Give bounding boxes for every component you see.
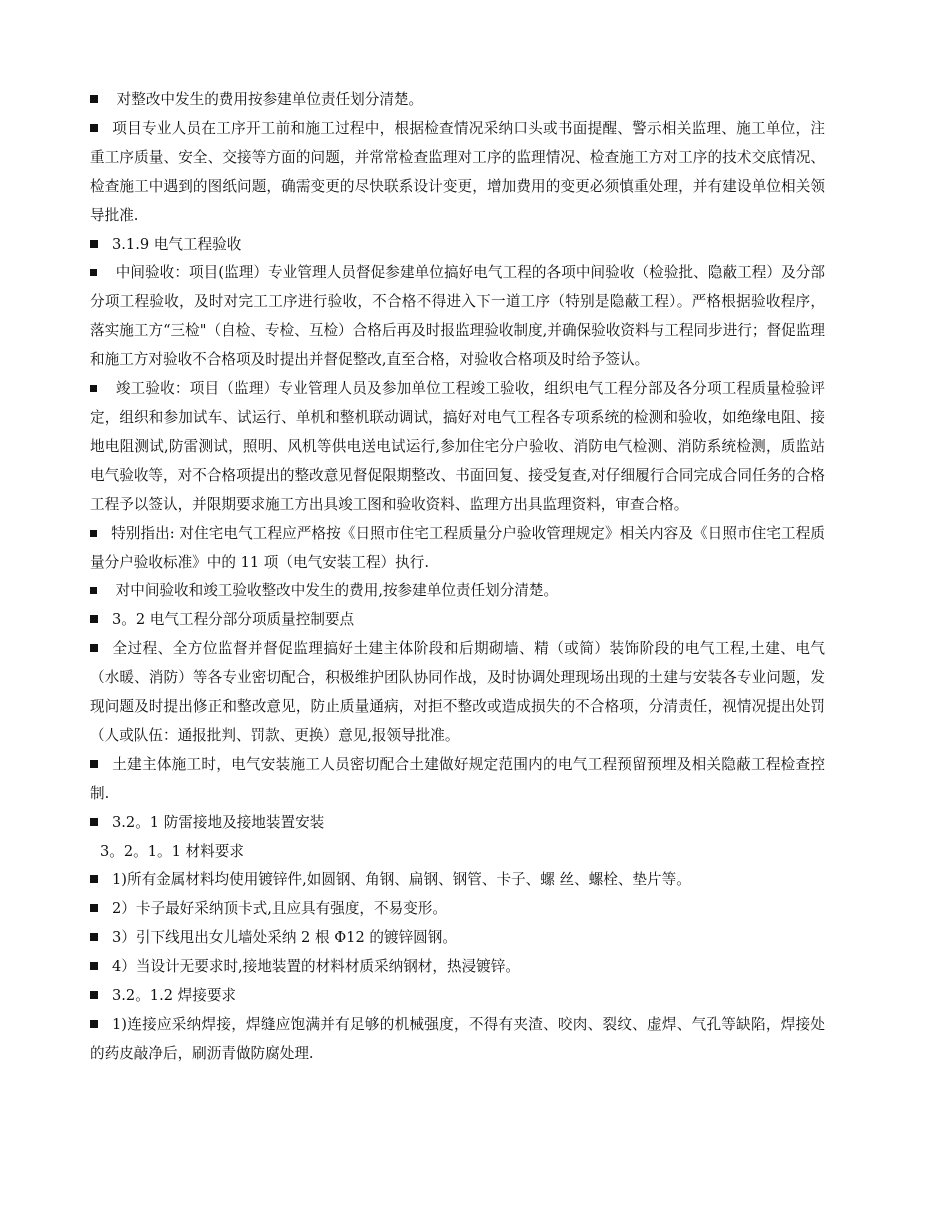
square-bullet-icon bbox=[90, 587, 97, 594]
square-bullet-icon bbox=[90, 95, 98, 103]
square-bullet-icon bbox=[90, 760, 98, 768]
list-item bbox=[90, 924, 825, 953]
square-bullet-icon bbox=[90, 644, 98, 652]
paragraph bbox=[90, 577, 825, 606]
list-item-text: 1)连接应采纳焊接，焊缝应饱满并有足够的机械强度，不得有夹渣、咬肉、裂纹、虚焊、气孔等缺陷，焊接处的药皮敲净后，刷沥青做防腐处理. bbox=[90, 1016, 825, 1062]
heading-text: 3.2。1 防雷接地及接地装置安装 bbox=[112, 813, 325, 831]
paragraph-text: 特别指出: 对住宅电气工程应严格按《日照市住宅工程质量分户验收管理规定》相关内容及《日照市住宅工程质量分户验收标准》中的 11 项（电气安装工程）执行. bbox=[90, 524, 825, 571]
paragraph-text: 竣工验收：项目（监理）专业管理人员及参加单位工程竣工验收，组织电气工程分部及各分项工程质量检验评定，组织和参加试车、试运行、单机和整机联动调试，搞好对电气工程各专项系统的检测和验收，如绝缘电阻、接地电阻测试,防雷测试，照明、风机等供电送电试运行,参加住宅分户验收、消防电气检测、消防系统检测，质监站电气验收等，对不合格项提出的整改意见督促限期整改、书面回复、接受复查,对仔细履行合同完成合同任务的合格工程予以签认，并限期要求施工方出具竣工图和验收资料、监理方出具监理资料，审查合格。 bbox=[90, 380, 825, 513]
square-bullet-icon bbox=[90, 385, 97, 392]
paragraph bbox=[90, 259, 825, 375]
square-bullet-icon bbox=[90, 530, 97, 537]
paragraph bbox=[90, 375, 825, 520]
square-bullet-icon bbox=[90, 240, 98, 248]
list-item-text: 3）引下线甩出女儿墙处采纳 2 根 Φ12 的镀锌圆钢。 bbox=[112, 929, 457, 947]
section-heading bbox=[90, 809, 825, 838]
paragraph bbox=[90, 86, 825, 115]
heading-text: 3.1.9 电气工程验收 bbox=[112, 235, 242, 253]
square-bullet-icon bbox=[90, 818, 98, 826]
heading-text: 3。2。1。1 材料要求 bbox=[100, 842, 244, 860]
subsection-heading bbox=[90, 838, 825, 867]
paragraph-text: 全过程、全方位监督并督促监理搞好土建主体阶段和后期砌墙、精（或简）装饰阶段的电气工程,土建、电气（水暖、消防）等各专业密切配合，积极维护团队协同作战，及时协调处理现场出现的土建与安装各专业问题，发现问题及时提出修正和整改意见，防止质量通病，对拒不整改或造成损失的不合格项，分清责任，视情况提出处罚（人或队伍：通报批判、罚款、更换）意见,报领导批准。 bbox=[90, 640, 825, 744]
list-item bbox=[90, 895, 825, 924]
paragraph-text: 中间验收：项目(监理）专业管理人员督促参建单位搞好电气工程的各项中间验收（检验批、隐蔽工程）及分部分项工程验收，及时对完工工序进行验收，不合格不得进入下一道工序（特别是隐蔽工程）。严格根据验收程序，落实施工方“三检"（自检、专检、互检）合格后再及时报监理验收制度,并确保验收资料与工程同步进行；督促监理和施工方对验收不合格项及时提出并督促整改,直至合格，对验收合格项及时给予签认。 bbox=[90, 264, 825, 369]
list-item-text: 2）卡子最好采纳顶卡式,且应具有强度，不易变形。 bbox=[112, 900, 447, 918]
heading-text: 3.2。1.2 焊接要求 bbox=[112, 987, 237, 1005]
square-bullet-icon bbox=[90, 904, 98, 912]
list-item bbox=[90, 953, 825, 982]
paragraph-text: 项目专业人员在工序开工前和施工过程中，根据检查情况采纳口头或书面提醒、警示相关监理、施工单位，注重工序质量、安全、交接等方面的问题，并常常检查监理对工序的监理情况、检查施工方对工序的技术交底情况、检查施工中遇到的图纸问题，确需变更的尽快联系设计变更，增加费用的变更必须慎重处理，并有建设单位相关领导批准. bbox=[90, 119, 825, 224]
paragraph bbox=[90, 635, 825, 751]
document-body bbox=[90, 86, 825, 1069]
section-heading bbox=[90, 231, 825, 260]
square-bullet-icon bbox=[90, 615, 98, 623]
paragraph bbox=[90, 520, 825, 578]
paragraph-text: 对整改中发生的费用按参建单位责任划分清楚。 bbox=[112, 91, 424, 108]
square-bullet-icon bbox=[90, 875, 98, 883]
paragraph-text: 土建主体施工时，电气安装施工人员密切配合土建做好规定范围内的电气工程预留预埋及相关隐蔽工程检查控制. bbox=[90, 755, 825, 802]
heading-text: 3。2 电气工程分部分项质量控制要点 bbox=[112, 611, 355, 629]
list-item-text: 4）当设计无要求时,接地装置的材料材质采纳钢材，热浸镀锌。 bbox=[112, 958, 520, 976]
square-bullet-icon bbox=[90, 124, 98, 132]
square-bullet-icon bbox=[90, 1020, 98, 1028]
section-heading bbox=[90, 982, 825, 1011]
paragraph bbox=[90, 115, 825, 231]
section-heading bbox=[90, 606, 825, 635]
square-bullet-icon bbox=[90, 991, 98, 999]
square-bullet-icon bbox=[90, 933, 98, 941]
paragraph-text: 对中间验收和竣工验收整改中发生的费用,按参建单位责任划分清楚。 bbox=[111, 582, 559, 600]
paragraph bbox=[90, 751, 825, 809]
list-item bbox=[90, 1011, 825, 1069]
square-bullet-icon bbox=[90, 269, 97, 276]
square-bullet-icon bbox=[90, 962, 98, 970]
list-item-text: 1)所有金属材料均使用镀锌件,如圆钢、角钢、扁钢、钢管、卡子、螺 丝、螺栓、垫片等。 bbox=[112, 871, 691, 889]
list-item bbox=[90, 866, 825, 895]
